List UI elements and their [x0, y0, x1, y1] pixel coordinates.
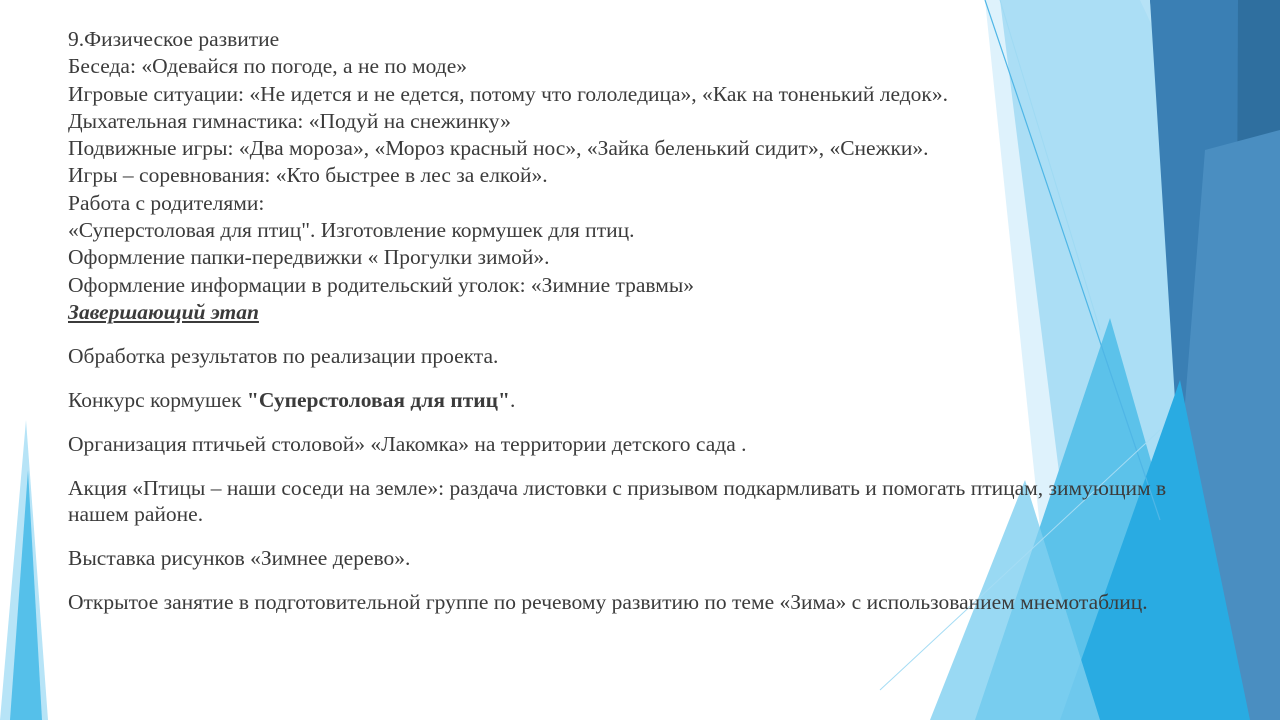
paragraph-processing-results: Обработка результатов по реализации проекта. — [68, 344, 499, 369]
slide-content — [68, 26, 1178, 615]
paragraph-bird-canteen: Организация птичьей столовой» «Лакомка» на территории детского сада . — [68, 432, 747, 457]
line-breathing-gymnastics: Дыхательная гимнастика: «Подуй на снежинку» — [68, 108, 511, 133]
section-heading-final-stage: Завершающий этап — [68, 299, 259, 324]
paragraph-open-lesson: Открытое занятие в подготовительной группе по речевому развитию по теме «Зима» с использованием мнемотаблиц. — [68, 590, 1148, 615]
line-feeder-making: «Суперстоловая для птиц". Изготовление кормушек для птиц. — [68, 218, 635, 243]
paragraph-feeder-contest — [68, 387, 1178, 413]
feeder-contest-prefix: Конкурс кормушек — [68, 388, 247, 413]
feeder-contest-title: "Суперстоловая для птиц" — [246, 388, 510, 413]
line-work-with-parents: Работа с родителями: — [68, 190, 265, 215]
line-folder-design: Оформление папки-передвижки « Прогулки зимой». — [68, 245, 550, 270]
feeder-contest-suffix: . — [510, 388, 516, 413]
line-game-situations: Игровые ситуации: «Не идется и не едется, потому что гололедица», «Как на тоненький ледок». — [68, 81, 948, 106]
line-conversation: Беседа: «Одевайся по погоде, а не по моде» — [68, 54, 467, 79]
line-competitions: Игры – соревнования: «Кто быстрее в лес за елкой». — [68, 163, 548, 188]
line-parents-corner: Оформление информации в родительский уголок: «Зимние травмы» — [68, 272, 695, 297]
line-outdoor-games: Подвижные игры: «Два мороза», «Мороз красный нос», «Зайка беленький сидит», «Снежки». — [68, 136, 929, 161]
paragraph-birds-campaign: Акция «Птицы – наши соседи на земле»: раздача листовки с призывом подкармливать и помогать птицам, зимующим в нашем районе. — [68, 476, 1167, 527]
paragraph-drawing-exhibition: Выставка рисунков «Зимнее дерево». — [68, 546, 411, 571]
line-physical-development: 9.Физическое развитие — [68, 27, 280, 51]
